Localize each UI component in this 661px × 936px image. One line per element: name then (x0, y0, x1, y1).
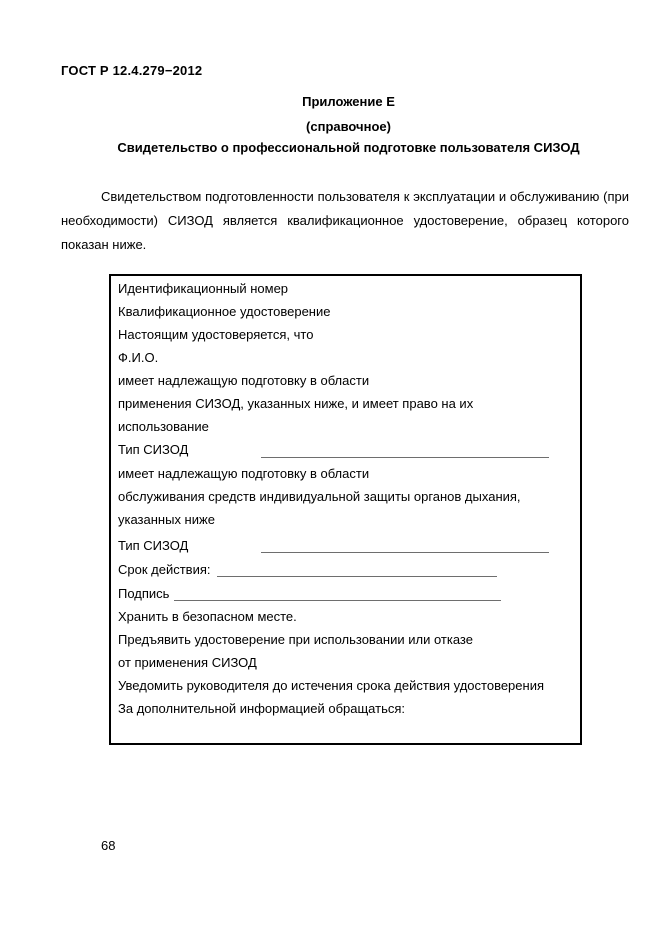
type-1-fill-line (261, 457, 549, 458)
cert-line-fio: Ф.И.О. (118, 350, 159, 365)
cert-line-store: Хранить в безопасном месте. (118, 609, 297, 624)
type-2-fill-line (261, 552, 549, 553)
cert-line-type-2: Тип СИЗОД (118, 538, 189, 553)
cert-line-training-service: имеет надлежащую подготовку в области (118, 466, 370, 481)
cert-line-type-1: Тип СИЗОД (118, 442, 189, 457)
appendix-title: Свидетельство о профессиональной подготовке пользователя СИЗОД (117, 140, 580, 155)
cert-line-listed-below: указанных ниже (118, 512, 215, 527)
cert-line-contact: За дополнительной информацией обращаться: (118, 701, 405, 716)
cert-line-notify: Уведомить руководителя до истечения срока действия удостоверения (118, 678, 544, 693)
cert-line-service-scope: обслуживания средств индивидуальной защиты органов дыхания, (118, 489, 521, 504)
signature-fill-line (174, 600, 501, 601)
certificate-sample (109, 274, 582, 745)
cert-line-id-number: Идентификационный номер (118, 281, 289, 296)
appendix-type: (справочное) (306, 119, 391, 134)
cert-line-refusal: от применения СИЗОД (118, 655, 257, 670)
cert-line-use-scope: применения СИЗОД, указанных ниже, и имеет право на их (118, 396, 474, 411)
validity-fill-line (217, 576, 497, 577)
cert-line-title: Квалификационное удостоверение (118, 304, 331, 319)
appendix-label: Приложение Е (302, 94, 395, 109)
page-number: 68 (101, 838, 116, 853)
cert-line-training-use: имеет надлежащую подготовку в области (118, 373, 370, 388)
cert-line-validity: Срок действия: (118, 562, 211, 577)
document-code: ГОСТ Р 12.4.279−2012 (61, 63, 203, 78)
intro-paragraph: Свидетельством подготовленности пользователя к эксплуатации и обслуживанию (при необходимости) СИЗОД является квалификационное удостоверение, образец которого показан ниже. (61, 189, 629, 252)
cert-line-signature: Подпись (118, 586, 170, 601)
cert-line-usage: использование (118, 419, 209, 434)
cert-line-certify: Настоящим удостоверяется, что (118, 327, 314, 342)
cert-line-present: Предъявить удостоверение при использовании или отказе (118, 632, 473, 647)
